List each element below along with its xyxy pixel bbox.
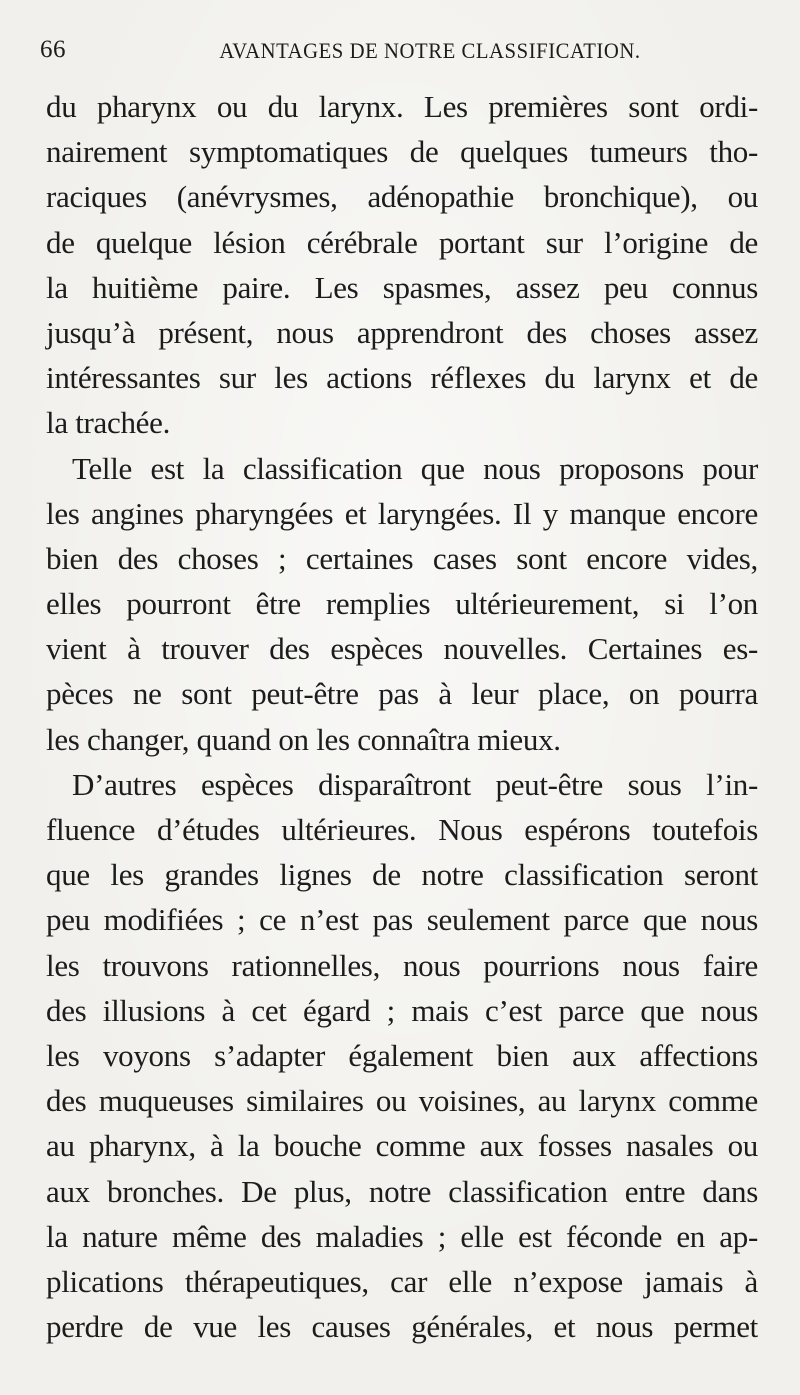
text-line: la nature même des maladies ; elle est féconde en ap-: [46, 1218, 758, 1254]
text-line: pèces ne sont peut-être pas à leur place, on pourra: [46, 676, 758, 712]
text-line: de quelque lésion cérébrale portant sur l’origine de: [46, 224, 758, 260]
text-line: que les grandes lignes de notre classification seront: [46, 857, 758, 893]
text-line: raciques (anévrysmes, adénopathie bronchique), ou: [46, 179, 758, 215]
body-text: [46, 84, 758, 1349]
text-line: du pharynx ou du larynx. Les premières sont ordi-: [46, 89, 758, 124]
text-line: des muqueuses similaires ou voisines, au larynx comme: [46, 1083, 758, 1119]
text-line: peu modifiées ; ce n’est pas seulement parce que nous: [46, 902, 758, 938]
text-line: les voyons s’adapter également bien aux affections: [46, 1037, 758, 1073]
text-line: elles pourront être remplies ultérieurement, si l’on: [46, 586, 758, 622]
text-line: Telle est la classification que nous proposons pour: [72, 450, 758, 486]
text-line: plications thérapeutiques, car elle n’expose jamais à: [46, 1263, 758, 1299]
text-line: aux bronches. De plus, notre classification entre dans: [46, 1173, 758, 1209]
text-line: les angines pharyngées et laryngées. Il y manque encore: [46, 495, 758, 531]
text-line: les trouvons rationnelles, nous pourrions nous faire: [46, 947, 758, 983]
text-line: bien des choses ; certaines cases sont encore vides,: [46, 540, 758, 576]
text-line: jusqu’à présent, nous apprendront des choses assez: [46, 314, 758, 350]
page-header: [40, 30, 760, 70]
text-line: les changer, quand on les connaîtra mieux.: [46, 721, 561, 757]
page-number: 66: [40, 36, 66, 63]
text-line: intéressantes sur les actions réflexes du larynx et de: [46, 360, 758, 396]
text-line: nairement symptomatiques de quelques tumeurs tho-: [46, 134, 758, 170]
running-title: AVANTAGES DE NOTRE CLASSIFICATION.: [219, 38, 641, 63]
text-line: vient à trouver des espèces nouvelles. Certaines es-: [46, 631, 758, 667]
text-line: D’autres espèces disparaîtront peut-être sous l’in-: [72, 766, 758, 802]
text-line: des illusions à cet égard ; mais c’est parce que nous: [46, 992, 758, 1028]
text-line: la trachée.: [46, 405, 171, 441]
text-line: la huitième paire. Les spasmes, assez peu connus: [46, 269, 758, 305]
text-line: au pharynx, à la bouche comme aux fosses nasales ou: [46, 1128, 758, 1164]
text-line: perdre de vue les causes générales, et nous permet: [46, 1309, 758, 1345]
text-line: fluence d’études ultérieures. Nous espérons toutefois: [46, 812, 758, 847]
